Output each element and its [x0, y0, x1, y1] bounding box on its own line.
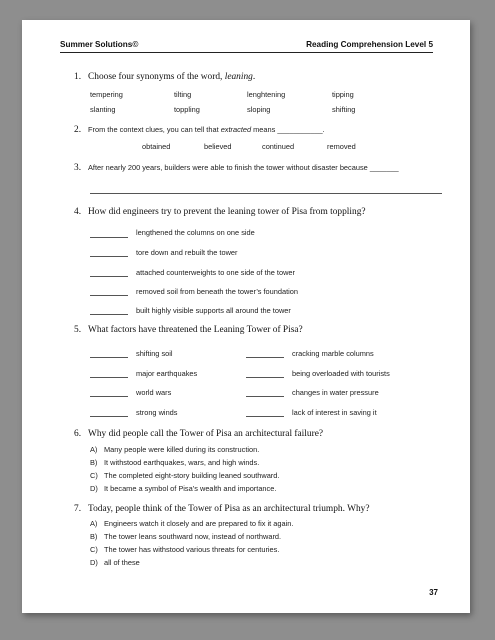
prevention-item: removed soil from beneath the tower’s foundation — [136, 287, 299, 296]
choice-text: Many people were killed during its construction. — [104, 445, 260, 454]
question-number: 4. — [74, 207, 82, 217]
meaning-option[interactable]: continued — [262, 142, 295, 151]
threat-item: being overloaded with tourists — [292, 369, 390, 378]
answer-blank[interactable] — [90, 237, 128, 238]
question-number: 5. — [74, 325, 82, 335]
answer-blank[interactable] — [246, 377, 284, 378]
choice-letter: A) — [90, 519, 98, 528]
choice-text: It became a symbol of Pisa’s wealth and importance. — [104, 484, 277, 493]
choice-letter: A) — [90, 445, 98, 454]
threat-item: shifting soil — [136, 349, 173, 358]
answer-blank[interactable] — [246, 416, 284, 417]
answer-blank[interactable] — [90, 357, 128, 358]
question-text: After nearly 200 years, builders were able to finish the tower without disaster because _______ — [88, 163, 399, 172]
choice-text: The tower leans southward now, instead of northward. — [104, 532, 282, 541]
meaning-option[interactable]: removed — [327, 142, 356, 151]
question-keyword: extracted — [220, 125, 252, 134]
question-text: How did engineers try to prevent the leaning tower of Pisa from toppling? — [88, 207, 366, 217]
synonym-option[interactable]: lenghtening — [247, 90, 286, 99]
question-2 — [74, 125, 325, 135]
question-number: 1. — [74, 72, 82, 82]
answer-blank[interactable] — [246, 357, 284, 358]
answer-blank[interactable] — [90, 416, 128, 417]
prevention-item: attached counterweights to one side of the tower — [136, 268, 295, 277]
choice-text: It withstood earthquakes, wars, and high winds. — [104, 458, 260, 467]
question-number: 2. — [74, 125, 82, 135]
choice-text: all of these — [104, 558, 140, 567]
synonym-option[interactable]: sloping — [247, 105, 271, 114]
answer-blank[interactable] — [90, 276, 128, 277]
prevention-item: tore down and rebuilt the tower — [136, 248, 238, 257]
synonym-option[interactable]: slanting — [90, 105, 116, 114]
header-rule — [60, 52, 433, 53]
choice-letter: B) — [90, 532, 98, 541]
threat-item: lack of interest in saving it — [292, 408, 377, 417]
question-text-end: . — [252, 72, 256, 82]
threat-item: cracking marble columns — [292, 349, 374, 358]
header-right: Reading Comprehension Level 5 — [306, 40, 433, 49]
choice-c[interactable] — [90, 471, 279, 480]
question-number: 7. — [74, 504, 82, 514]
prevention-item: lengthened the columns on one side — [136, 228, 255, 237]
answer-blank[interactable] — [90, 256, 128, 257]
answer-line[interactable] — [90, 193, 442, 194]
choice-letter: C) — [90, 471, 98, 480]
choice-c[interactable] — [90, 545, 279, 554]
answer-blank[interactable] — [90, 396, 128, 397]
question-text: From the context clues, you can tell that — [88, 125, 221, 134]
choice-a[interactable] — [90, 445, 259, 454]
answer-blank[interactable] — [90, 314, 128, 315]
threat-item: world wars — [136, 388, 172, 397]
question-keyword: leaning — [224, 72, 253, 82]
question-text-end: means ___________. — [251, 125, 325, 134]
meaning-option[interactable]: obtained — [142, 142, 171, 151]
question-7 — [74, 504, 370, 514]
synonym-option[interactable]: shifting — [332, 105, 356, 114]
choice-text: The tower has withstood various threats for centuries. — [104, 545, 280, 554]
threat-item: major earthquakes — [136, 369, 198, 378]
synonym-option[interactable]: tipping — [332, 90, 354, 99]
question-number: 3. — [74, 163, 82, 173]
choice-d[interactable] — [90, 558, 140, 567]
question-5 — [74, 325, 303, 335]
question-1 — [74, 72, 255, 82]
synonym-option[interactable]: toppling — [174, 105, 200, 114]
question-text: Why did people call the Tower of Pisa an architectural failure? — [88, 429, 324, 439]
question-6 — [74, 429, 323, 439]
synonym-option[interactable]: tilting — [174, 90, 192, 99]
choice-text: The completed eight-story building leaned southward. — [104, 471, 280, 480]
prevention-item: built highly visible supports all around the tower — [136, 306, 291, 315]
answer-blank[interactable] — [246, 396, 284, 397]
question-4 — [74, 207, 366, 217]
synonym-option[interactable]: tempering — [90, 90, 123, 99]
choice-letter: D) — [90, 558, 98, 567]
question-text: What factors have threatened the Leaning Tower of Pisa? — [88, 325, 303, 335]
choice-d[interactable] — [90, 484, 276, 493]
page-number: 37 — [429, 588, 438, 597]
choice-b[interactable] — [90, 458, 259, 467]
choice-b[interactable] — [90, 532, 281, 541]
answer-blank[interactable] — [90, 377, 128, 378]
choice-a[interactable] — [90, 519, 293, 528]
choice-letter: B) — [90, 458, 98, 467]
question-text: Choose four synonyms of the word, — [88, 72, 225, 82]
question-text: Today, people think of the Tower of Pisa as an architectural triumph. Why? — [88, 504, 370, 514]
question-number: 6. — [74, 429, 82, 439]
choice-letter: D) — [90, 484, 98, 493]
choice-text: Engineers watch it closely and are prepared to fix it again. — [104, 519, 294, 528]
worksheet-page — [22, 20, 470, 613]
threat-item: strong winds — [136, 408, 178, 417]
meaning-option[interactable]: believed — [204, 142, 232, 151]
answer-blank[interactable] — [90, 295, 128, 296]
question-3 — [74, 163, 399, 173]
choice-letter: C) — [90, 545, 98, 554]
threat-item: changes in water pressure — [292, 388, 379, 397]
header-left: Summer Solutions© — [60, 40, 139, 49]
